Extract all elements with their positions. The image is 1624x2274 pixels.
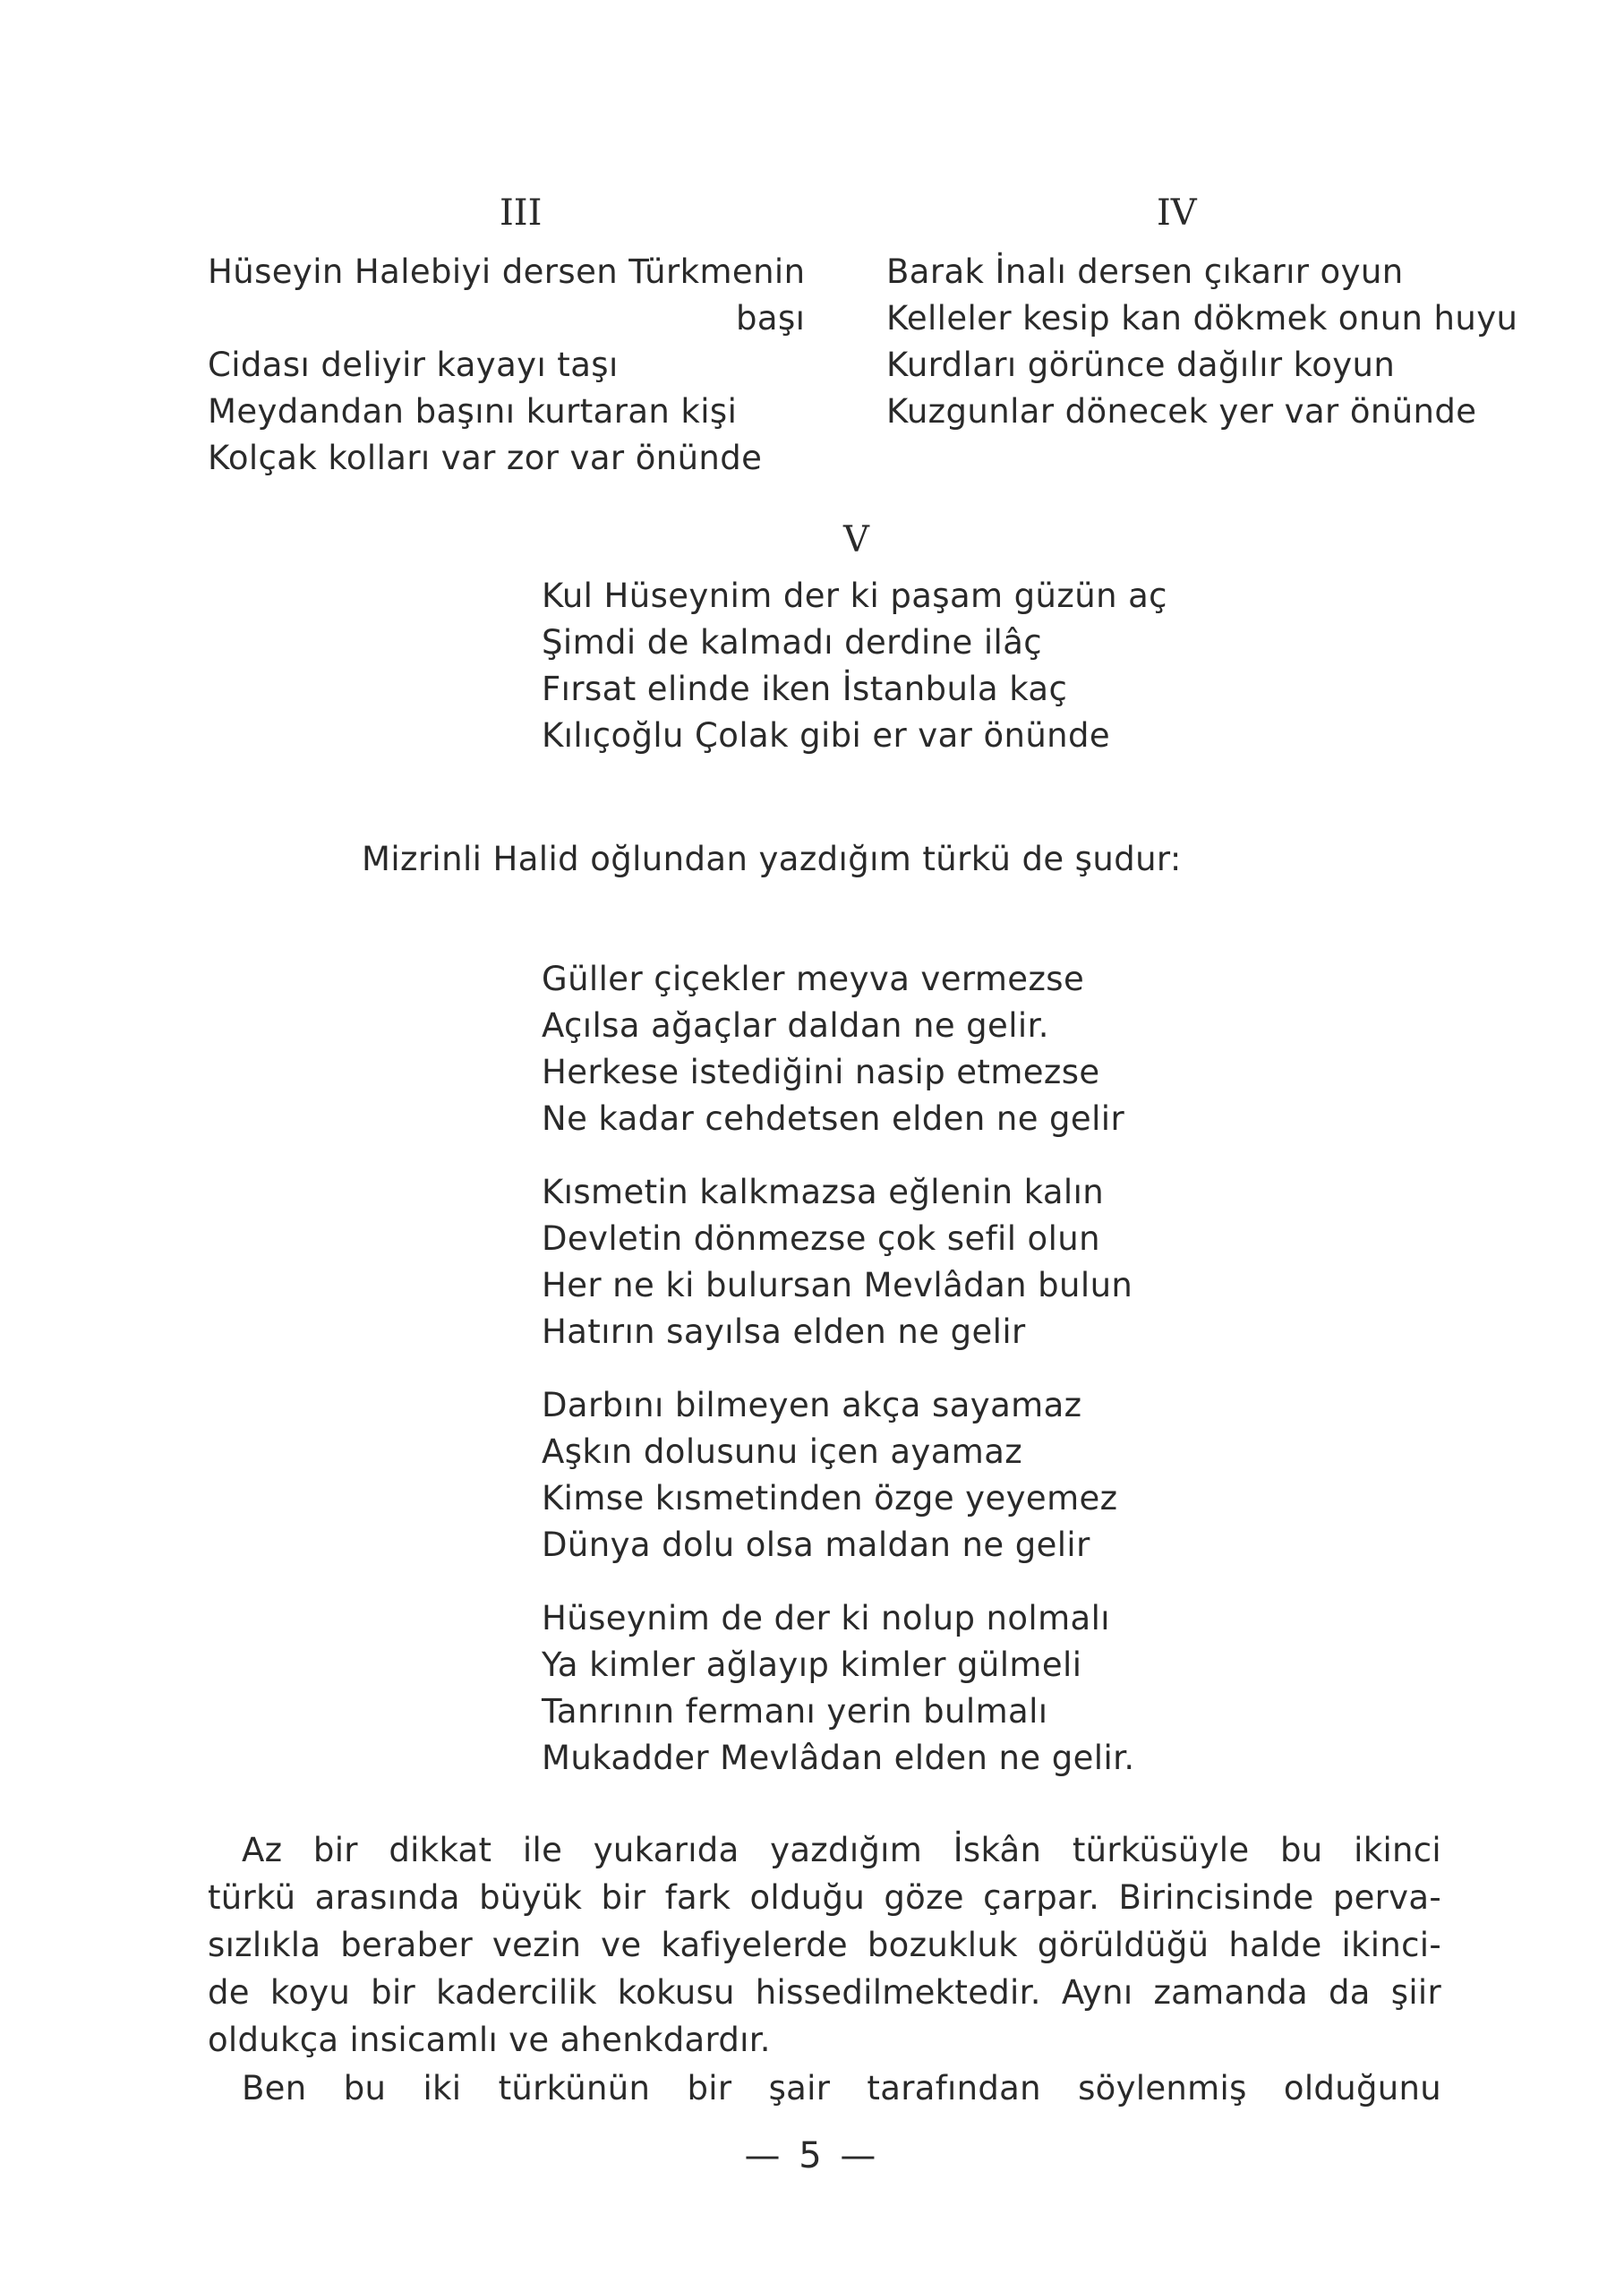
poem [542,956,1135,1782]
prose-line: sızlıkla beraber vezin ve kafiyelerde bozukluk görüldüğü halde ikinci- [208,1926,1441,1964]
prose-paragraph-1 [208,1826,1441,2064]
page-number: — 5 — [744,2135,880,2176]
verse-line: Kılıçoğlu Çolak gibi er var önünde [542,716,1111,755]
stanza-v-numeral: V [843,519,869,560]
stanza-iii [208,249,805,482]
poem-stanza-4 [542,1595,1135,1782]
prose-paragraph-2 [208,2065,1441,2112]
verse-line: Hatırın sayılsa elden ne gelir [542,1312,1026,1351]
poem-stanza-1 [542,956,1135,1142]
prose-line: oldukça insicamlı ve ahenkdardır. [208,2021,771,2059]
verse-line: Kul Hüseynim der ki paşam güzün aç [542,577,1167,615]
verse-line: Fırsat elinde iken İstanbula kaç [542,670,1068,708]
prose-line: Ben bu iki türkünün bir şair tarafından söylenmiş olduğunu [242,2069,1441,2107]
verse-line: Hüseynim de der ki nolup nolmalı [542,1599,1110,1637]
verse-line: Kurdları görünce dağılır koyun [886,346,1396,384]
verse-line: Ne kadar cehdetsen elden ne gelir [542,1099,1125,1138]
poem-stanza-2 [542,1169,1135,1355]
stanza-iv [886,249,1517,435]
stanza-gap [542,1355,1135,1382]
poem-stanza-3 [542,1382,1135,1569]
verse-line: Mukadder Mevlâdan elden ne gelir. [542,1739,1135,1777]
verse-line: başı [736,299,806,338]
verse-line: Kolçak kolları var zor var önünde [208,439,763,477]
verse-line: Tanrının fermanı yerin bulmalı [542,1692,1048,1731]
verse-line: Her ne ki bulursan Mevlâdan bulun [542,1266,1133,1304]
prose-line: Az bir dikkat ile yukarıda yazdığım İskân türküsüyle bu ikinci [242,1831,1441,1869]
stanza-gap [542,1142,1135,1169]
verse-line: Kelleler kesip kan dökmek onun huyu [886,299,1518,338]
verse-line: Herkese istediğini nasip etmezse [542,1053,1100,1091]
verse-line: Şimdi de kalmadı derdine ilâç [542,623,1043,662]
verse-line: Barak İnalı dersen çıkarır oyun [886,252,1404,291]
verse-line: Hüseyin Halebiyi dersen Türkmenin [208,252,806,291]
prose-line: türkü arasında büyük bir fark olduğu göze çarpar. Birincisinde perva- [208,1878,1441,1917]
verse-line: Güller çiçekler meyva vermezse [542,960,1085,998]
stanza-iv-numeral: IV [1157,192,1197,234]
poem-intro: Mizrinli Halid oğlundan yazdığım türkü de şudur: [362,840,1182,878]
verse-line: Darbını bilmeyen akça sayamaz [542,1386,1082,1424]
verse-line: Kısmetin kalkmazsa eğlenin kalın [542,1173,1105,1211]
verse-line: Dünya dolu olsa maldan ne gelir [542,1526,1090,1564]
stanza-iii-numeral: III [500,192,543,234]
verse-line: Kuzgunlar dönecek yer var önünde [886,392,1477,431]
prose-line: de koyu bir kadercilik kokusu hissedilmektedir. Aynı zamanda da şiir [208,1973,1441,2012]
verse-line: Kimse kısmetinden özge yeyemez [542,1479,1118,1517]
stanza-gap [542,1569,1135,1595]
verse-line: Devletin dönmezse çok sefil olun [542,1219,1100,1258]
verse-line: Aşkın dolusunu içen ayamaz [542,1432,1023,1471]
stanza-v [542,573,1167,759]
verse-line: Meydandan başını kurtaran kişi [208,392,738,431]
verse-line: Cidası deliyir kayayı taşı [208,346,619,384]
verse-line: Açılsa ağaçlar daldan ne gelir. [542,1006,1049,1045]
verse-line: Ya kimler ağlayıp kimler gülmeli [542,1646,1082,1684]
